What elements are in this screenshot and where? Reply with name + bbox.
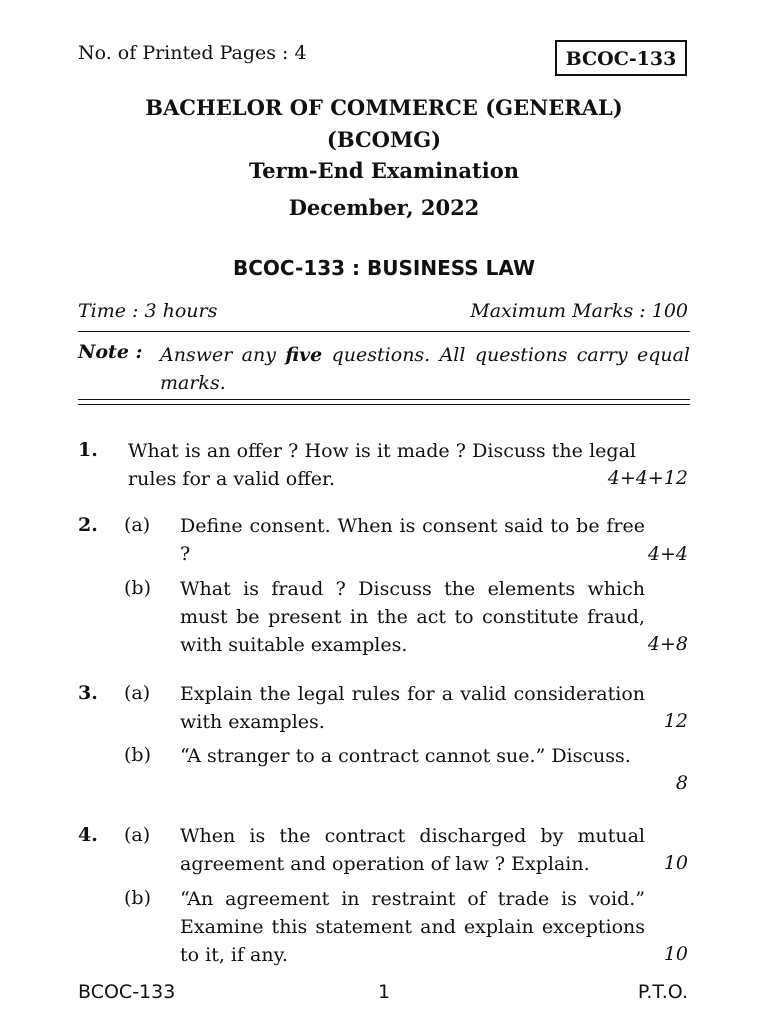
note-text: [160, 341, 690, 397]
exam-title: Term-End Examination: [248, 158, 519, 183]
question-number: 2.: [78, 514, 98, 536]
time-label: Time : 3 hours: [78, 300, 218, 322]
question-part-label: (a): [124, 682, 151, 704]
exam-date: December, 2022: [288, 195, 480, 220]
note-text-before: Answer any: [160, 344, 286, 366]
question-part-marks: 8: [675, 772, 688, 794]
question-number: 3.: [78, 682, 98, 704]
question-part-label: (b): [124, 744, 151, 766]
question-number: 1.: [78, 439, 98, 461]
question-part-text: Define consent. When is consent said to be free ?: [180, 515, 645, 565]
programme-title: [0, 92, 768, 156]
question-number: 4.: [78, 824, 98, 846]
course-title: BCOC-133 : BUSINESS LAW: [232, 256, 536, 280]
question-part-marks: 4+4: [647, 543, 688, 565]
question-part-text: “An agreement in restraint of trade is void.” Examine this statement and explain exceptions to it, if any.: [180, 888, 645, 966]
question-part-text: What is fraud ? Discuss the elements which must be present in the act to constitute fraud, with suitable examples.: [180, 578, 645, 656]
question-part-text: “A stranger to a contract cannot sue.” Discuss.: [180, 745, 631, 767]
question-part-label: (a): [124, 824, 151, 846]
note-text-after: questions. All questions carry equal marks.: [160, 344, 690, 394]
double-divider-top: [78, 399, 690, 400]
page-number: 1: [377, 981, 391, 1003]
programme-title-line1: BACHELOR OF COMMERCE (GENERAL): [145, 95, 623, 120]
question-part-text: When is the contract discharged by mutual agreement and operation of law ? Explain.: [180, 825, 645, 875]
question-part-marks: 10: [663, 943, 688, 965]
question-text: What is an offer ? How is it made ? Discuss the legal rules for a valid offer.: [128, 440, 636, 490]
question-part-marks: 4+8: [647, 633, 688, 655]
question-part-marks: 12: [663, 710, 688, 732]
note-label: Note :: [78, 341, 143, 363]
max-marks-label: Maximum Marks : 100: [470, 300, 688, 322]
question-part-marks: 10: [663, 852, 688, 874]
question-part-label: (b): [124, 577, 151, 599]
footer-course-code: BCOC-133: [78, 981, 176, 1003]
pto-label: P.T.O.: [637, 981, 688, 1003]
printed-pages-label: No. of Printed Pages : 4: [78, 42, 307, 64]
divider: [78, 331, 690, 332]
programme-title-line2: (BCOMG): [326, 127, 442, 152]
course-code-box: BCOC-133: [555, 40, 687, 76]
question-part-label: (b): [124, 887, 151, 909]
question-marks: 4+4+12: [607, 467, 688, 489]
question-part-label: (a): [124, 514, 151, 536]
double-divider-bottom: [78, 404, 690, 405]
question-part-text: Explain the legal rules for a valid consideration with examples.: [180, 683, 645, 733]
note-emphasis: five: [285, 344, 323, 366]
